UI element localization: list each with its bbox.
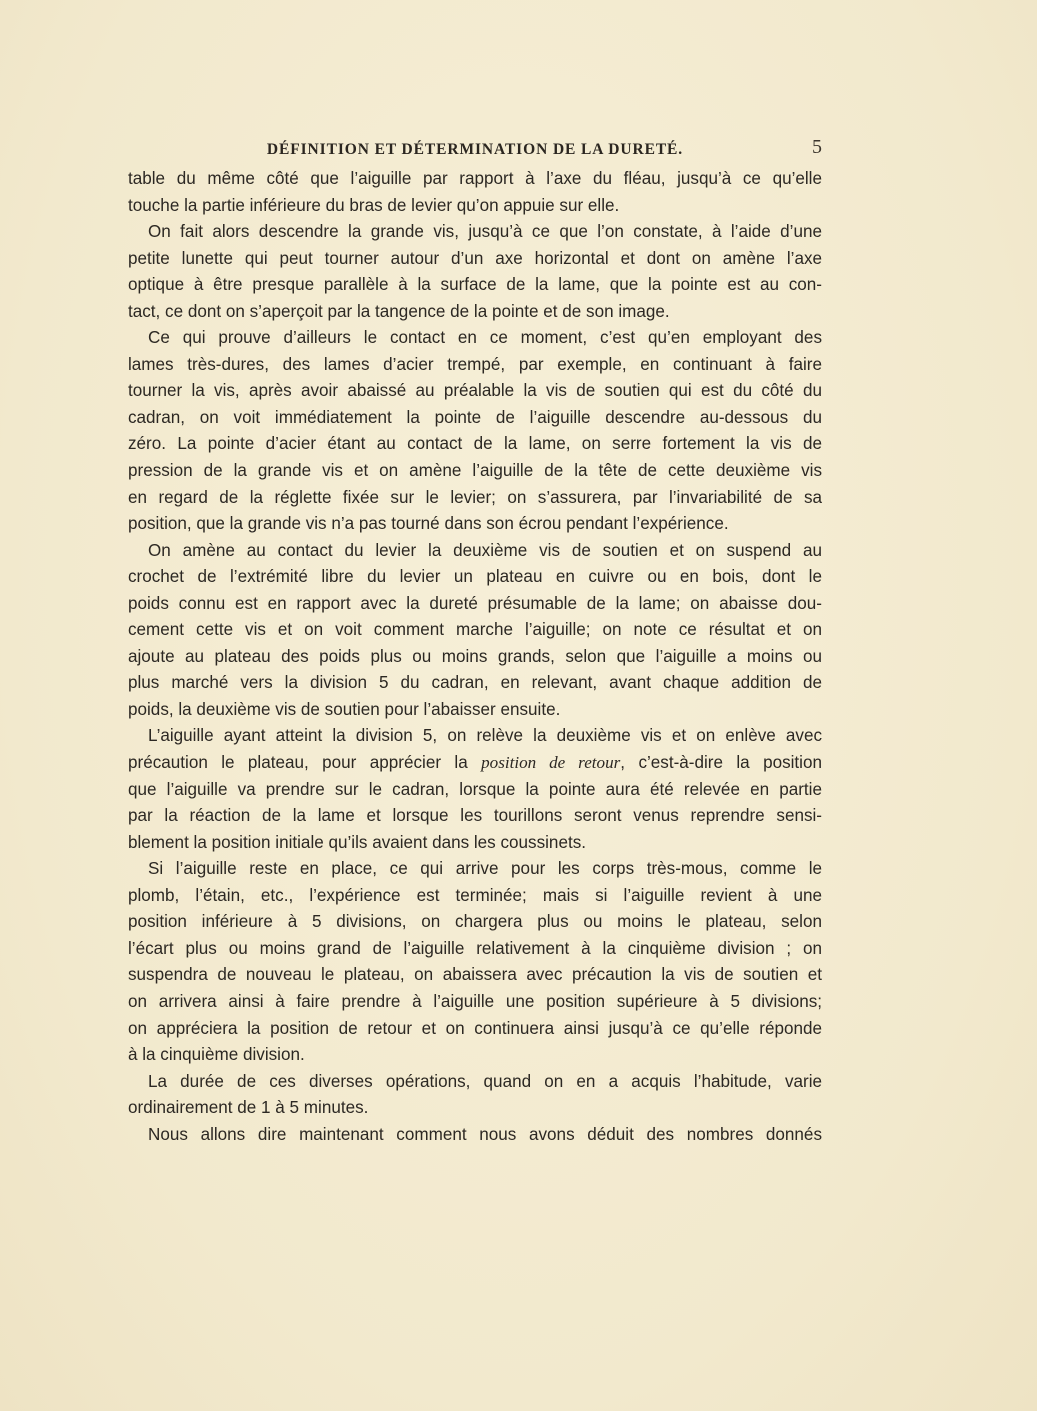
text-line: cement cette vis et on voit comment marche l’aiguille; on note ce résultat et on <box>128 620 822 640</box>
text-line: petite lunette qui peut tourner autour d’un axe horizontal et dont on amène l’axe <box>128 248 822 268</box>
text-line: pression de la grande vis et on amène l’aiguille de la tête de cette deuxième vis <box>128 461 822 481</box>
text-line: Nous allons dire maintenant comment nous avons déduit des nombres donnés <box>148 1124 822 1144</box>
text-line: suspendra de nouveau le plateau, on abaissera avec précaution la vis de soutien et <box>128 965 822 985</box>
text-line: on appréciera la position de retour et on continuera ainsi jusqu’à ce qu’elle réponde <box>128 1018 822 1038</box>
text-line: optique à être presque parallèle à la surface de la lame, que la pointe est au con- <box>128 275 822 295</box>
text-line: touche la partie inférieure du bras de levier qu’on appuie sur elle. <box>128 195 620 215</box>
text-line: poids, la deuxième vis de soutien pour l’abaisser ensuite. <box>128 699 561 719</box>
text-line: on arrivera ainsi à faire prendre à l’aiguille une position supérieure à 5 divisions; <box>128 991 822 1011</box>
text-line: tourner la vis, après avoir abaissé au préalable la vis de soutien qui est du côté du <box>128 381 822 401</box>
italic-term: position de retour <box>481 753 621 773</box>
text-segment: , c’est-à-dire la position <box>620 753 822 773</box>
text-line: La durée de ces diverses opérations, quand on en a acquis l’habitude, varie <box>148 1071 822 1091</box>
text-line: L’aiguille ayant atteint la division 5, on relève la deuxième vis et on enlève avec <box>148 726 822 746</box>
running-header <box>128 136 822 165</box>
text-line: blement la position initiale qu’ils avaient dans les coussinets. <box>128 832 586 852</box>
text-line: On amène au contact du levier la deuxième vis de soutien et on suspend au <box>148 540 822 560</box>
text-line: cadran, on voit immédiatement la pointe de l’aiguille descendre au-dessous du <box>128 407 822 427</box>
text-line: plomb, l’étain, etc., l’expérience est terminée; mais si l’aiguille revient à une <box>128 885 822 905</box>
text-line <box>128 750 822 777</box>
text-line: à la cinquième division. <box>128 1045 305 1065</box>
text-line: tact, ce dont on s’aperçoit par la tangence de la pointe et de son image. <box>128 301 670 321</box>
text-line: Ce qui prouve d’ailleurs le contact en ce moment, c’est qu’en employant des <box>148 328 822 348</box>
text-line: On fait alors descendre la grande vis, jusqu’à ce que l’on constate, à l’aide d’une <box>148 222 822 242</box>
text-line: que l’aiguille va prendre sur le cadran, lorsque la pointe aura été relevée en partie <box>128 779 822 799</box>
text-line: Si l’aiguille reste en place, ce qui arrive pour les corps très-mous, comme le <box>148 859 822 879</box>
text-line: table du même côté que l’aiguille par rapport à l’axe du fléau, jusqu’à ce qu’elle <box>128 169 822 188</box>
text-line: position inférieure à 5 divisions, on chargera plus ou moins le plateau, selon <box>128 912 822 932</box>
text-line: zéro. La pointe d’acier étant au contact de la lame, on serre fortement la vis de <box>128 434 822 454</box>
running-title: DÉFINITION ET DÉTERMINATION DE LA DURETÉ. <box>266 141 684 158</box>
text-line: crochet de l’extrémité libre du levier un plateau en cuivre ou en bois, dont le <box>128 567 822 587</box>
text-line: ajoute au plateau des poids plus ou moins grands, selon que l’aiguille a moins ou <box>128 646 822 666</box>
text-line: poids connu est en rapport avec la dureté présumable de la lame; on abaisse dou- <box>128 593 822 613</box>
text-segment: précaution le plateau, pour apprécier la <box>128 753 482 773</box>
text-line: plus marché vers la division 5 du cadran, en relevant, avant chaque addition de <box>128 673 822 693</box>
page-number: 5 <box>812 136 822 158</box>
text-line: ordinairement de 1 à 5 minutes. <box>128 1098 369 1118</box>
text-line: l’écart plus ou moins grand de l’aiguille relativement à la cinquième division ; on <box>128 938 822 958</box>
body-text <box>128 166 822 1148</box>
text-line: en regard de la réglette fixée sur le levier; on s’assurera, par l’invariabilité de sa <box>128 487 822 507</box>
text-line: lames très-dures, des lames d’acier trempé, par exemple, en continuant à faire <box>128 354 822 374</box>
text-line: par la réaction de la lame et lorsque les tourillons seront venus reprendre sensi- <box>128 806 822 826</box>
text-line: position, que la grande vis n’a pas tourné dans son écrou pendant l’expérience. <box>128 514 729 534</box>
